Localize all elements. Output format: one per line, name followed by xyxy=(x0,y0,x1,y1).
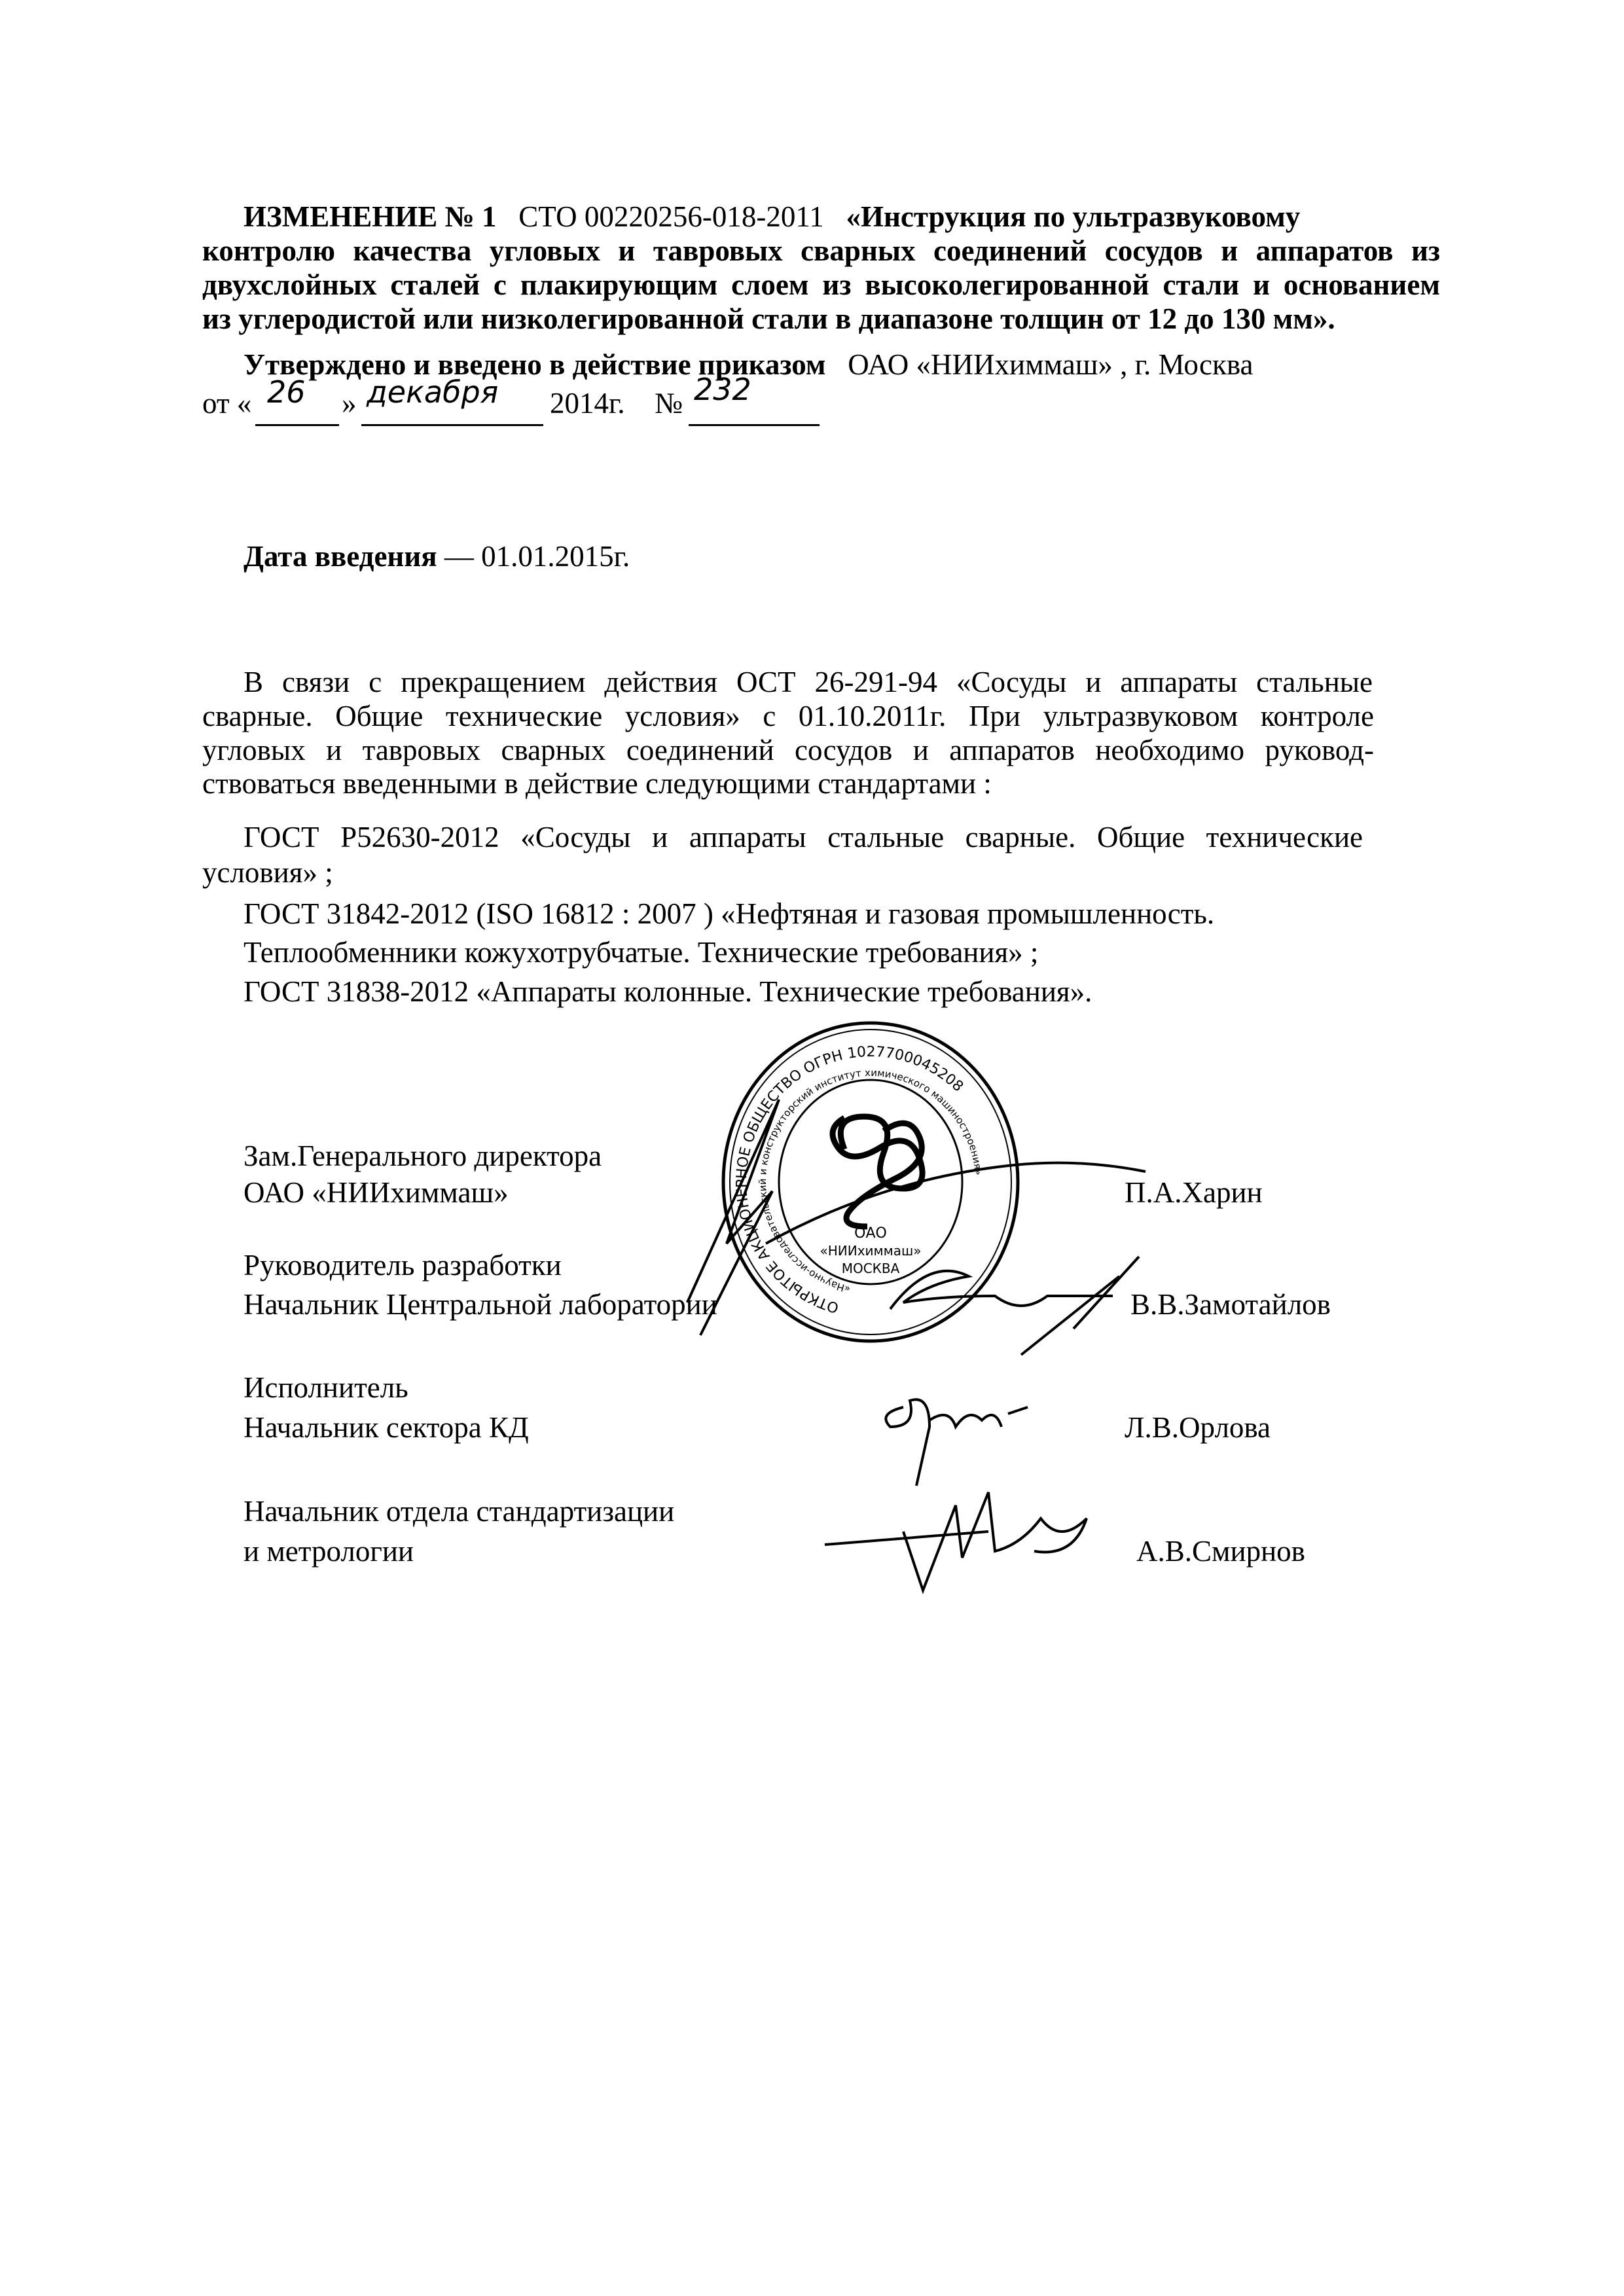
change-label: ИЗМЕНЕНИЕ № 1 xyxy=(244,200,497,233)
stamp-inner-text: «Научно-исследовательский и конструкторский институт химического машиностроения» xyxy=(757,1066,984,1295)
order-year: 2014г. xyxy=(550,387,625,420)
intro-date-value: — 01.01.2015г. xyxy=(444,540,630,573)
signer-name: П.А.Харин xyxy=(1125,1176,1263,1209)
standard-item: ГОСТ 31842-2012 (ISO 16812 : 2007 ) «Нефтяная и газовая промышленность. xyxy=(244,897,1215,930)
signer-role: Начальник Центральной лаборатории xyxy=(244,1288,717,1321)
standard-item: ГОСТ 31838-2012 «Аппараты колонные. Технические требования». xyxy=(244,975,1092,1008)
signer-name: В.В.Замотайлов xyxy=(1130,1288,1331,1321)
stamp-outer-text: ОТКРЫТОЕ АКЦИОНЕРНОЕ ОБЩЕСТВО ОГРН 1027700045208 xyxy=(733,1043,967,1316)
signer-role: и метрологии xyxy=(244,1535,414,1568)
signature-orlova xyxy=(877,1388,1034,1492)
standard-item: ГОСТ Р52630-2012 «Сосуды и аппараты стальные сварные. Общие технические xyxy=(244,821,1363,853)
stamp-center-name: «НИИхиммаш» xyxy=(820,1243,922,1259)
change-title-line-1 xyxy=(244,200,1300,234)
standard-item-cont: условия» ; xyxy=(202,856,333,889)
approved-label: Утверждено и введено в действие приказом xyxy=(244,348,826,381)
standard-code: СТО 00220256-018-2011 xyxy=(518,200,824,233)
paragraph-line: сварные. Общие технические условия» с 01.10.2011г. При ультразвуковом контроле xyxy=(202,700,1374,732)
day-underline xyxy=(255,424,339,426)
number-underline xyxy=(689,424,820,426)
order-number: 232 xyxy=(694,372,751,407)
signer-role: Начальник сектора КД xyxy=(244,1411,529,1444)
order-number-label: № xyxy=(655,387,683,420)
intro-date-label: Дата введения xyxy=(244,540,437,573)
signature-smirnov xyxy=(825,1479,1100,1597)
title-line: из углеродистой или низколегированной стали в диапазоне толщин от 12 до 130 мм». xyxy=(202,302,1335,335)
standard-item-cont: Теплообменники кожухотрубчатые. Технические требования» ; xyxy=(244,936,1039,969)
title-text: «Инструкция по ультразвуковому xyxy=(846,200,1301,233)
quote-close: » xyxy=(342,387,357,420)
stamp-center-city: МОСКВА xyxy=(841,1261,900,1276)
month-underline xyxy=(361,424,543,426)
paragraph-line: угловых и тавровых сварных соединений сосудов и аппаратов необходимо руковод- xyxy=(202,734,1374,766)
signer-name: Л.В.Орлова xyxy=(1125,1411,1271,1444)
signer-role: ОАО «НИИхиммаш» xyxy=(244,1176,509,1209)
signer-role: Исполнитель xyxy=(244,1371,408,1404)
approved-org: ОАО «НИИхиммаш» , г. Москва xyxy=(848,348,1254,381)
intro-date xyxy=(244,539,630,573)
signer-name: А.В.Смирнов xyxy=(1136,1535,1305,1568)
order-day: 26 xyxy=(267,374,306,410)
title-line: контролю качества угловых и тавровых сварных соединений сосудов и аппаратов из xyxy=(202,234,1440,267)
order-from: от « xyxy=(202,387,252,420)
paragraph-line: ствоваться введенными в действие следующими стандартами : xyxy=(202,767,992,800)
signer-role: Руководитель разработки xyxy=(244,1249,562,1282)
stamp-center-ooo: ОАО xyxy=(854,1225,887,1242)
paragraph-line: В связи с прекращением действия ОСТ 26-291-94 «Сосуды и аппараты стальные xyxy=(244,666,1373,698)
signer-role: Начальник отдела стандартизации xyxy=(244,1495,675,1528)
signature-zamotailov xyxy=(890,1257,1152,1361)
title-line: двухслойных сталей с плакирующим слоем из высоколегированной стали и основанием xyxy=(202,268,1440,301)
order-month: декабря xyxy=(367,374,499,410)
signer-role: Зам.Генерального директора xyxy=(244,1139,602,1172)
